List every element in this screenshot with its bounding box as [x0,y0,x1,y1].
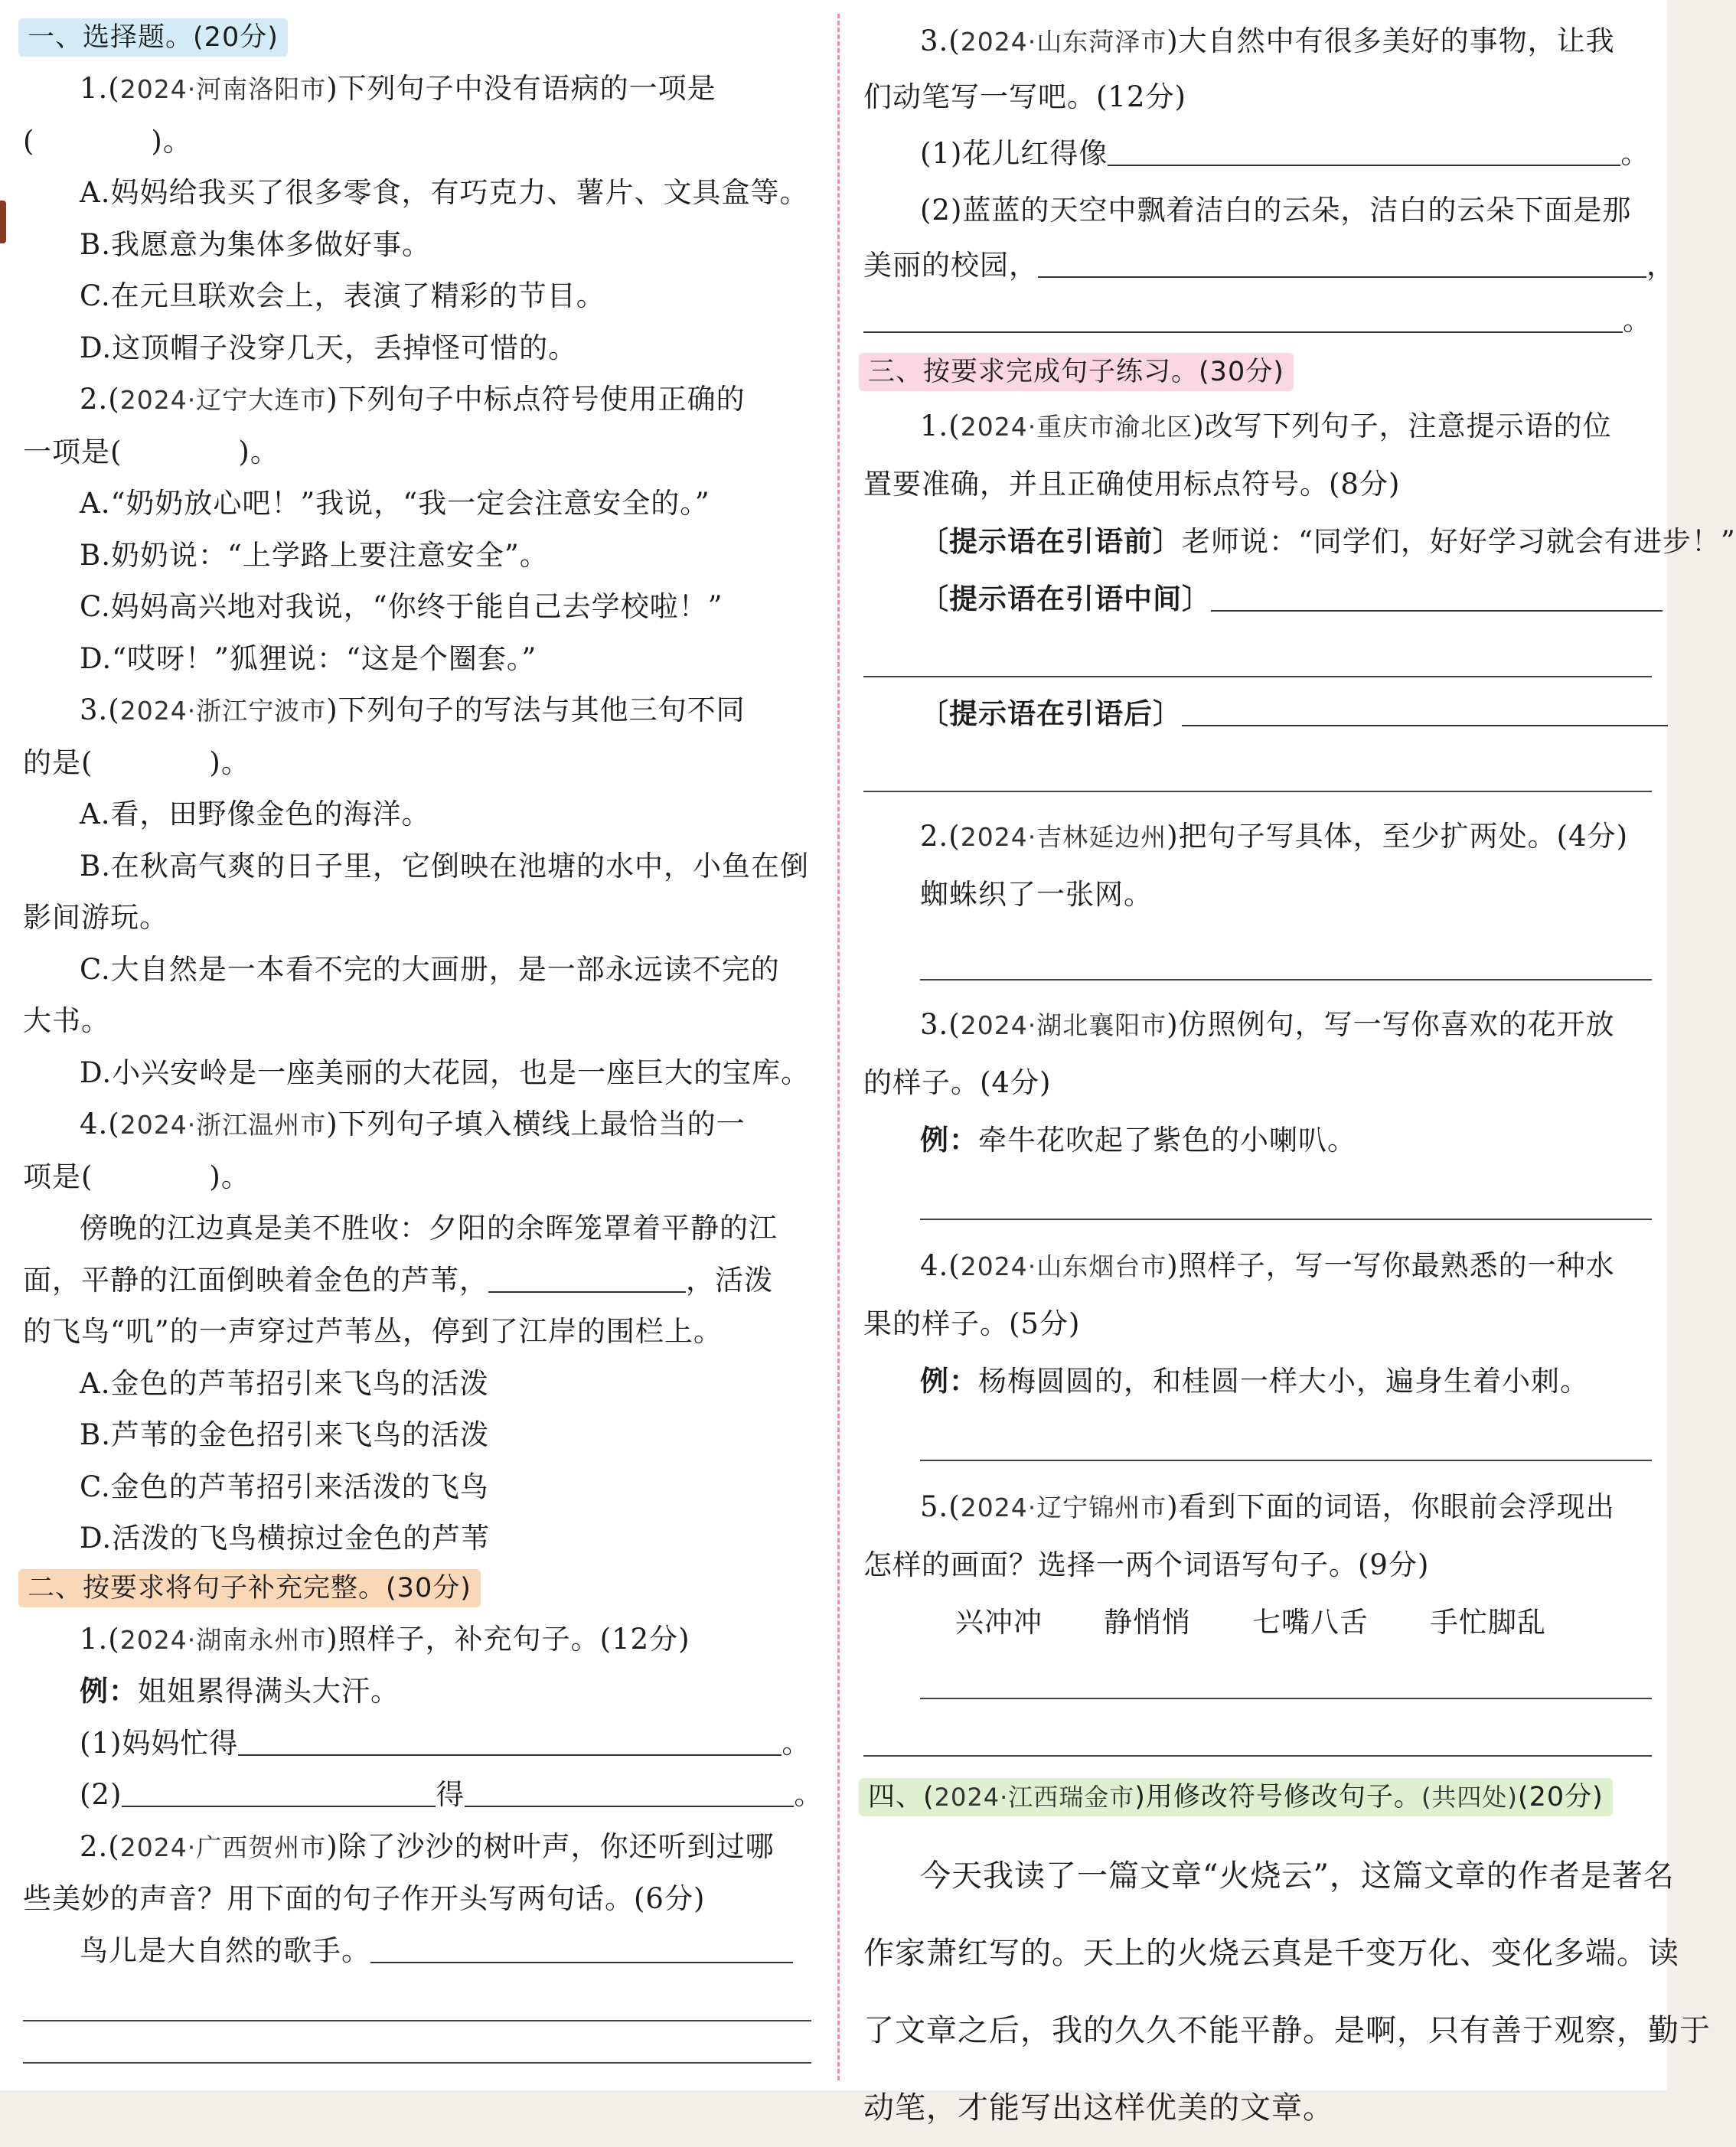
question-cont: 置要准确，并且正确使用标点符号。(8分) [863,468,1401,501]
prompt-front: 〔提示语在引语前〕老师说：“同学们，好好学习就会有进步！” [920,525,1736,558]
passage-line: 面，平静的江面倒映着金色的芦苇， ，活泼 [23,1263,773,1297]
section-4-header: 四、(2024·江西瑞金市)用修改符号修改句子。(共四处)(20分) [859,1778,1613,1816]
option-b: B.芦苇的金色招引来飞鸟的活泼 [80,1418,489,1451]
answer-line[interactable] [1038,248,1646,278]
question-3-5: 5.(2024·辽宁锦州市)看到下面的词语，你眼前会浮现出 [920,1490,1615,1523]
word: 七嘴八舌 [1252,1606,1369,1639]
option-d: D.小兴安岭是一座美丽的大花园，也是一座巨大的宝库。 [80,1056,811,1089]
passage-line: 作家萧红写的。天上的火烧云真是千变万化、变化多端。读 [863,1936,1679,1971]
answer-line[interactable] [863,791,1652,792]
answer-row: 。 [863,293,1652,348]
question-cont: 们动笔写一写吧。(12分) [863,80,1186,113]
question-cont: 些美妙的声音？用下面的句子作开头写两句话。(6分) [23,1882,706,1915]
fill-item-2: (2)蓝蓝的天空中飘着洁白的云朵，洁白的云朵下面是那 [920,194,1632,227]
right-column [863,14,1736,2147]
example: 例：牵牛花吹起了紫色的小喇叭。 [920,1124,1356,1157]
question-1-4: 4.(2024·浙江温州市)下列句子填入横线上最恰当的一 [80,1108,746,1140]
option-c-cont: 大书。 [23,1004,110,1037]
fill-item-1: (1)花儿红得像 。 [920,137,1650,170]
answer-paren: 的是( )。 [23,746,250,779]
question-3-1: 1.(2024·重庆市渝北区)改写下列句子，注意提示语的位 [920,409,1612,442]
word-list [863,1594,1652,1651]
answer-row [863,1651,1652,1708]
answer-row [863,742,1652,800]
question-cont: 怎样的画面？选择一两个词语写句子。(9分) [863,1548,1430,1581]
answer-line[interactable] [863,303,1623,333]
answer-line[interactable] [863,1755,1652,1757]
answer-row [863,923,1652,981]
option-c: C.大自然是一本看不完的大画册，是一部永远读不完的 [80,952,780,986]
passage-line: 动笔，才能写出这样优美的文章。 [863,2090,1334,2126]
option-a: A.看，田野像金色的海洋。 [80,798,431,830]
option-a: A.妈妈给我买了很多零食，有巧克力、薯片、文具盒等。 [80,176,809,209]
answer-paren: 一项是( )。 [23,435,279,468]
passage-line: 傍晚的江边真是美不胜收：夕阳的余晖笼罩着平静的江 [80,1212,778,1245]
answer-line[interactable] [1211,582,1663,612]
answer-line[interactable] [920,1698,1652,1699]
section-1-header: 一、选择题。(20分) [18,18,288,57]
answer-paren: ( )。 [23,124,192,158]
question-cont: 果的样子。(5分) [863,1307,1081,1340]
word: 静悄悄 [1104,1606,1191,1639]
option-d: D.这顶帽子没穿几天，丢掉怪可惜的。 [80,331,578,364]
option-c: C.在元旦联欢会上，表演了精彩的节目。 [80,279,605,312]
question-2-1: 1.(2024·湖南永州市)照样子，补充句子。(12分) [80,1622,690,1656]
answer-row [23,2028,811,2079]
option-a: A.“奶奶放心吧！”我说，“我一定会注意安全的。” [80,487,710,520]
edit-passage [863,1838,1711,2147]
word: 手忙脚乱 [1430,1606,1546,1639]
answer-row [863,1169,1652,1226]
answer-line[interactable] [465,1777,794,1807]
question-1-2: 2.(2024·辽宁大连市)下列句子中标点符号使用正确的 [80,383,746,416]
question-1-1: 1.(2024·河南洛阳市)下列句子中没有语病的一项是 [80,72,716,105]
answer-line[interactable] [1108,136,1620,166]
prompt-back: 〔提示语在引语后〕 [863,685,1652,742]
answer-line[interactable] [863,676,1652,677]
passage-line: 的飞鸟“叽”的一声穿过芦苇丛，停到了江岸的围栏上。 [23,1315,723,1348]
answer-line[interactable] [920,1460,1652,1461]
option-b-cont: 影间游玩。 [23,901,168,934]
answer-row [23,1976,811,2028]
question-3-2: 2.(2024·吉林延边州)把句子写具体，至少扩两处。(4分) [920,820,1629,853]
answer-line[interactable] [370,1933,793,1963]
word: 兴冲冲 [955,1606,1043,1639]
fill-item-1: (1)妈妈忙得 。 [80,1726,811,1760]
answer-line[interactable] [920,979,1652,981]
question-3-4: 4.(2024·山东烟台市)照样子，写一写你最熟悉的一种水 [920,1249,1615,1282]
question-2-2: 2.(2024·广西贺州市)除了沙沙的树叶声，你还听到过哪 [80,1829,775,1863]
option-b: B.在秋高气爽的日子里，它倒映在池塘的水中，小鱼在倒 [80,849,809,883]
answer-line[interactable] [23,2020,811,2021]
option-d: D.活泼的飞鸟横掠过金色的芦苇 [80,1522,491,1555]
option-d: D.“哎呀！”狐狸说：“这是个圈套。” [80,641,537,675]
example: 例：姐姐累得满头大汗。 [80,1675,400,1708]
fill-blank[interactable] [488,1263,686,1293]
sentence: 蜘蛛织了一张网。 [920,878,1153,911]
option-b: B.奶奶说：“上学路上要注意安全”。 [80,538,549,572]
left-column [23,14,824,2079]
answer-row [863,628,1652,685]
page-edge-tab [0,201,6,243]
answer-line[interactable] [122,1777,436,1807]
start-sentence: 鸟儿是大自然的歌手。 [23,1925,811,1977]
answer-line[interactable] [238,1726,782,1756]
answer-line[interactable] [920,1219,1652,1220]
fill-item-2-cont: 美丽的校园， ， [863,249,1676,282]
question-1-3: 3.(2024·浙江宁波市)下列句子的写法与其他三句不同 [80,693,746,726]
answer-line[interactable] [23,2062,811,2064]
answer-line[interactable] [1182,697,1668,726]
passage-line: 今天我读了一篇文章“火烧云”，这篇文章的作者是著名 [920,1858,1675,1894]
section-2-header: 二、按要求将句子补充完整。(30分) [18,1569,481,1607]
answer-row [863,1708,1652,1766]
section-3-header: 三、按要求完成句子练习。(30分) [859,353,1294,391]
column-divider [837,14,840,2080]
question-2-3: 3.(2024·山东菏泽市)大自然中有很多美好的事物，让我 [920,24,1615,57]
passage-line: 了文章之后，我的久久不能平静。是啊，只有善于观察，勤于 [863,2013,1711,2048]
option-c: C.妈妈高兴地对我说，“你终于能自己去学校啦！” [80,590,723,623]
question-cont: 的样子。(4分) [863,1066,1052,1099]
answer-paren: 项是( )。 [23,1160,250,1193]
option-b: B.我愿意为集体多做好事。 [80,227,431,261]
fill-item-2: (2) 得 。 [80,1778,824,1811]
question-3-3: 3.(2024·湖北襄阳市)仿照例句，写一写你喜欢的花开放 [920,1008,1615,1041]
prompt-middle: 〔提示语在引语中间〕 [863,570,1652,628]
answer-row [863,1410,1652,1467]
option-a: A.金色的芦苇招引来飞鸟的活泼 [80,1366,489,1400]
option-c: C.金色的芦苇招引来活泼的飞鸟 [80,1470,489,1503]
example: 例：杨梅圆圆的，和桂圆一样大小，遍身生着小刺。 [920,1365,1589,1398]
